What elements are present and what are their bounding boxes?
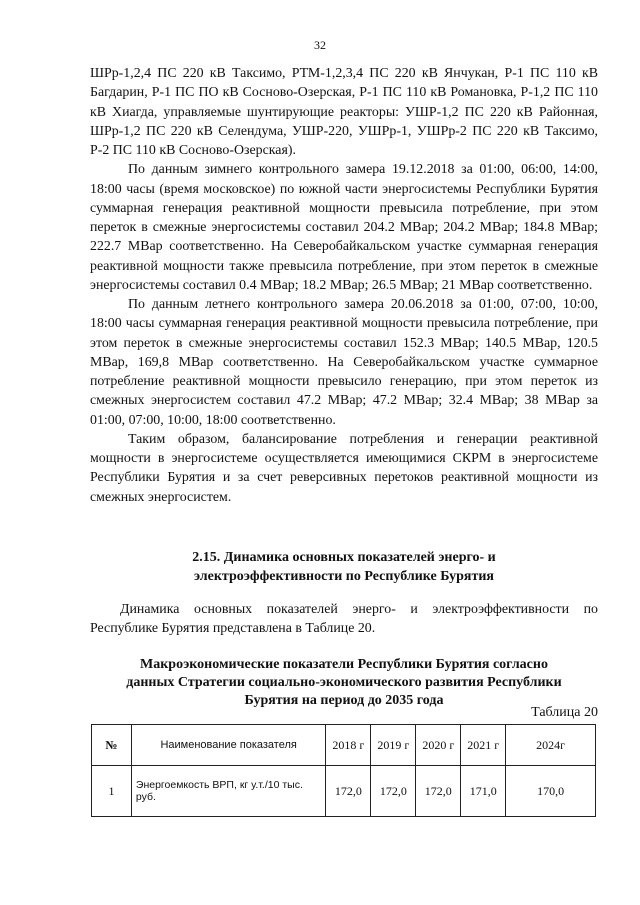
section-intro-text: Динамика основных показателей энерго- и электроэффективности по Республике Бурятия представлена в Таблице 20. bbox=[90, 602, 598, 636]
paragraph-summer-measurement: По данным летнего контрольного замера 20.06.2018 за 01:00, 07:00, 10:00, 18:00 часы суммарная генерация реактивной мощности превысила потребление, при этом переток в смежные энергосистемы составил 152.3 МВар; 140.5 МВар, 120.5 МВар, 169,8 МВар соответственно. На Северобайкальском участке суммарное потребление реактивной мощности превысило генерацию, при этом переток из смежных энергосистем составил 47.2 МВар; 47.2 МВар; 32.4 МВар; 38 МВар за 01:00, 07:00, 10:00, 18:00 соответственно. bbox=[90, 297, 598, 428]
section-heading bbox=[90, 548, 598, 586]
section-heading-line1: 2.15. Динамика основных показателей энерго- и bbox=[192, 550, 496, 565]
table-row bbox=[92, 766, 596, 817]
cell-2020: 172,0 bbox=[416, 766, 461, 817]
header-number: № bbox=[92, 725, 132, 766]
paragraph-reactors-list: ШРр-1,2,4 ПС 220 кВ Таксимо, РТМ-1,2,3,4 ПС 220 кВ Янчукан, Р-1 ПС 110 кВ Багдарин, Р-1 ПС ПО кВ Сосново-Озерская, Р-1 ПС 110 кВ Романовка, Р-1,2 ПС 110 кВ Хиагда, управляемые шунтирующие реакторы: УШР-1,2 ПС 220 кВ Районная, ШРр-1,2 ПС 220 кВ Селендума, УШР-220, УШРр-1, УШРр-2 ПС 220 кВ Таксимо, Р-2 ПС 110 кВ Сосново-Озерская). bbox=[90, 66, 598, 158]
indicators-table bbox=[91, 724, 596, 817]
table-header-row bbox=[92, 725, 596, 766]
header-year-2020: 2020 г bbox=[416, 725, 461, 766]
table-caption: Таблица 20 bbox=[531, 705, 598, 720]
page-number: 32 bbox=[314, 38, 326, 52]
header-year-2021: 2021 г bbox=[461, 725, 506, 766]
cell-row-number: 1 bbox=[92, 766, 132, 817]
cell-indicator-name: Энергоемкость ВРП, кг у.т./10 тыс. руб. bbox=[131, 766, 325, 817]
table-title-line3: Бурятия на период до 2035 года bbox=[244, 693, 444, 708]
table-title-line2: данных Стратегии социально-экономического развития Республики bbox=[126, 675, 562, 690]
cell-2019: 172,0 bbox=[371, 766, 416, 817]
cell-2018: 172,0 bbox=[326, 766, 371, 817]
cell-2021: 171,0 bbox=[461, 766, 506, 817]
section-heading-line2: электроэффективности по Республике Бурятия bbox=[194, 569, 494, 584]
section-intro bbox=[90, 600, 598, 638]
header-year-2024: 2024г bbox=[506, 725, 596, 766]
paragraph-conclusion: Таким образом, балансирование потребления и генерации реактивной мощности в энергосистеме осуществляется имеющимися СКРМ в энергосистеме Республики Бурятия и за счет реверсивных перетоков реактивной мощности из смежных энергосистем. bbox=[90, 431, 598, 505]
header-year-2019: 2019 г bbox=[371, 725, 416, 766]
table-title bbox=[90, 656, 598, 710]
body-text bbox=[90, 64, 598, 507]
header-year-2018: 2018 г bbox=[326, 725, 371, 766]
paragraph-winter-measurement: По данным зимнего контрольного замера 19.12.2018 за 01:00, 06:00, 14:00, 18:00 часы (время московское) по южной части энергосистемы Республики Бурятия суммарная генерация реактивной мощности превысила потребление, при этом переток в смежные энергосистемы составил 204.2 МВар; 204.2 МВар; 184.8 МВар; 222.7 МВар соответственно. На Северобайкальском участке суммарная генерация реактивной мощности также превысила потребление, при этом переток в смежные энергосистемы составил 0.4 МВар; 18.2 МВар; 26.5 МВар; 21 МВар соответственно. bbox=[90, 162, 598, 293]
header-indicator-name: Наименование показателя bbox=[131, 725, 325, 766]
table-title-line1: Макроэкономические показатели Республики Бурятия согласно bbox=[140, 657, 548, 672]
cell-2024: 170,0 bbox=[506, 766, 596, 817]
